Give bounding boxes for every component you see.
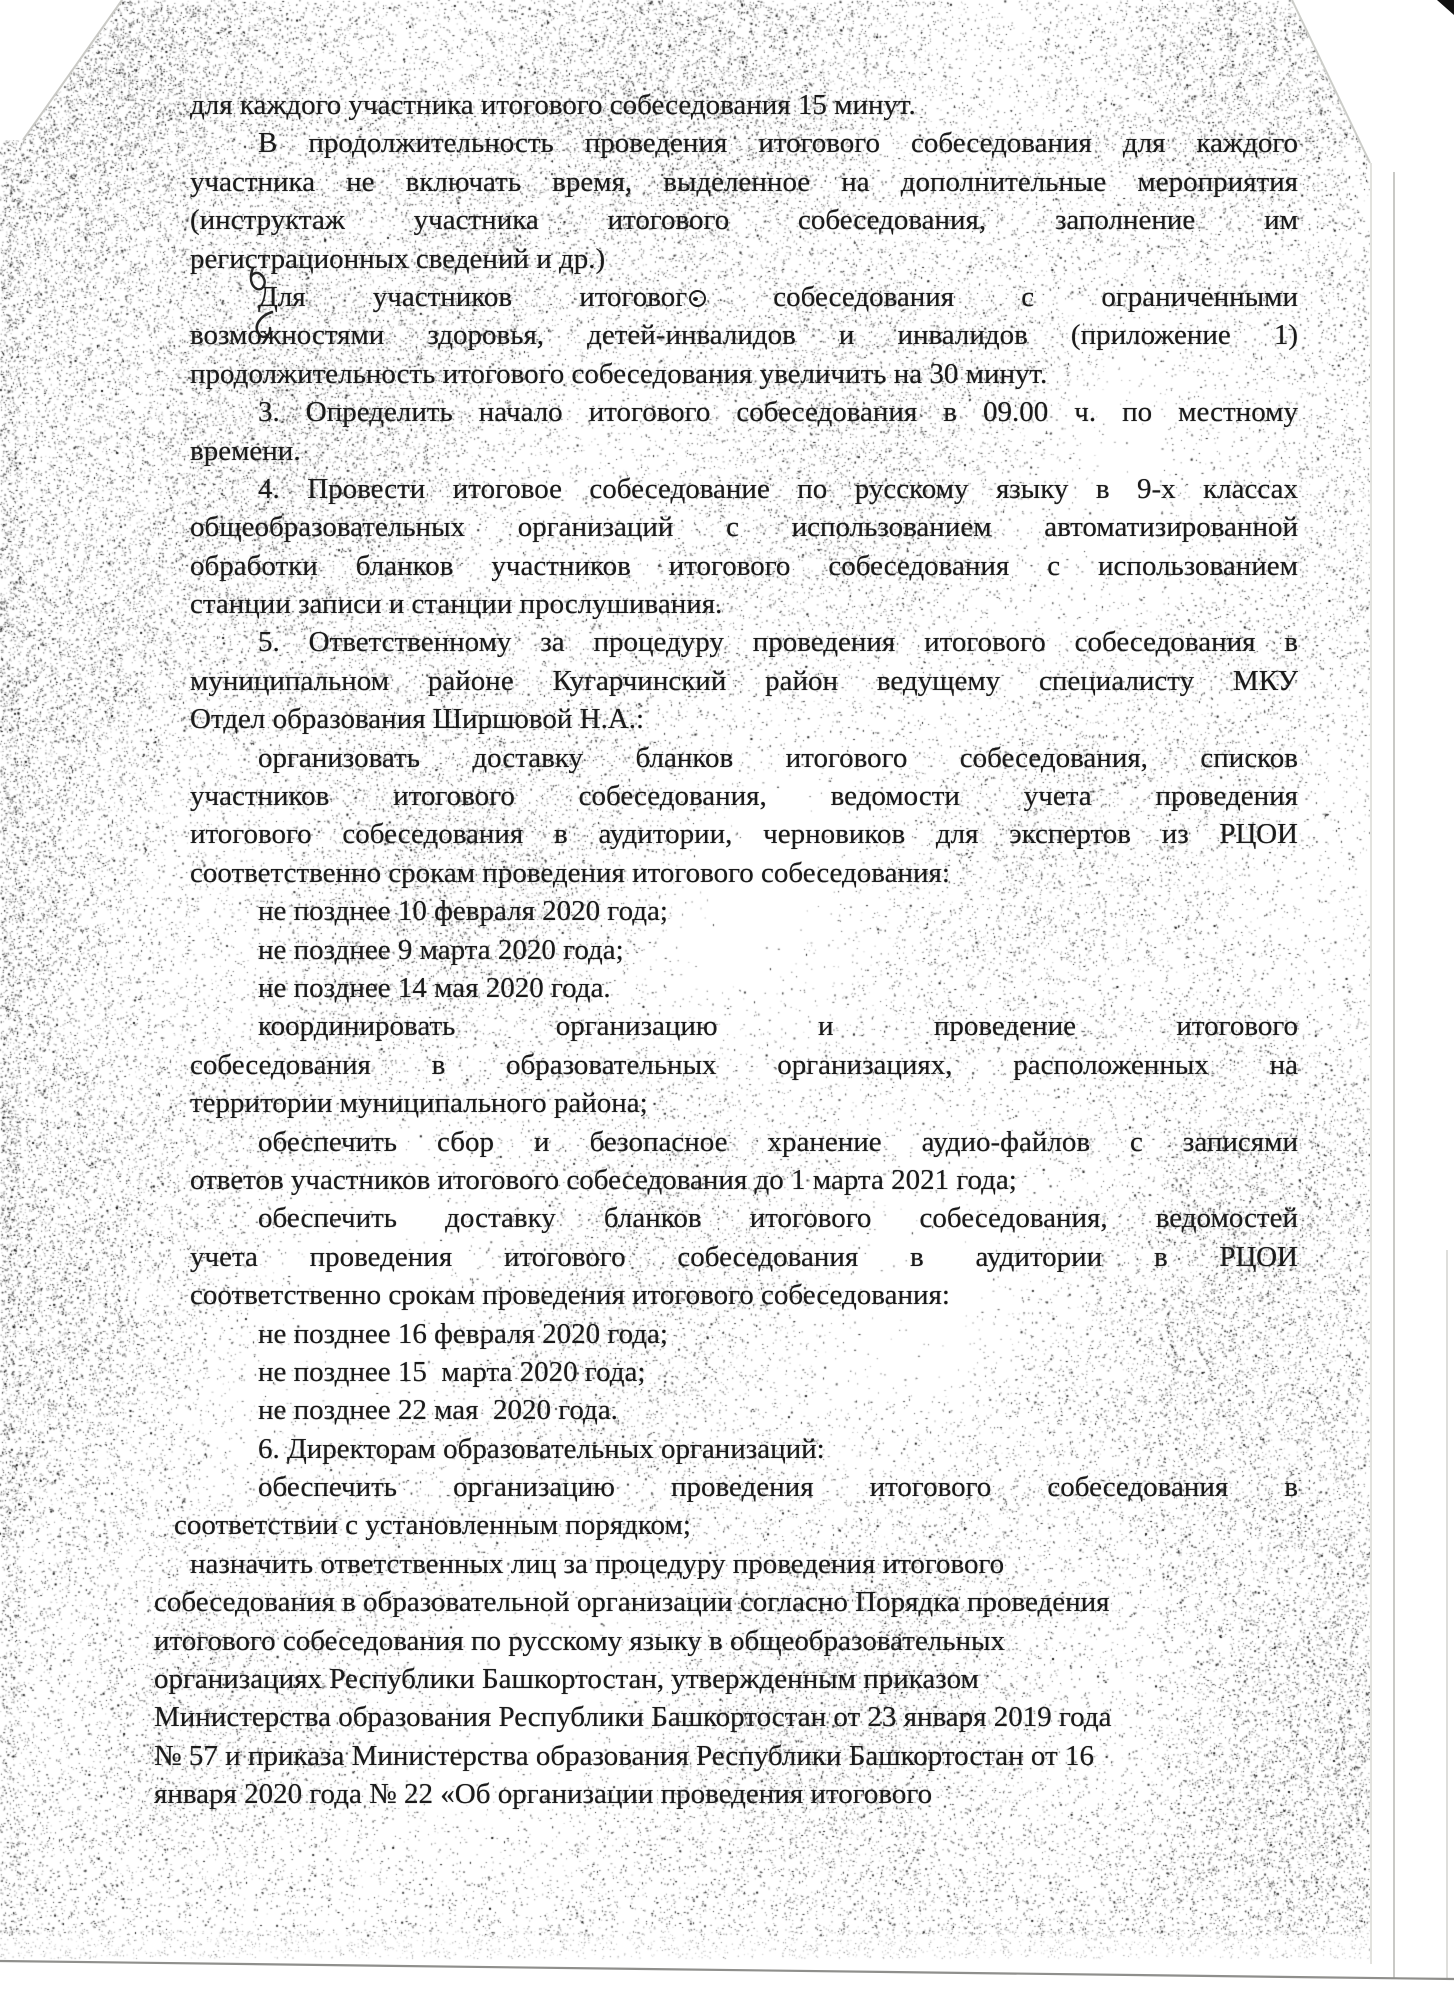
text-segment: Для участников итоговог (258, 280, 688, 313)
text-line: обеспечить сбор и безопасное хранение аудио-файлов с записями (258, 1125, 1298, 1158)
text-line: не позднее 10 февраля 2020 года; (258, 895, 668, 928)
text-line: общеобразовательных организаций с использованием автоматизированной (190, 511, 1298, 544)
text-line: собеседования в образовательной организации согласно Порядка проведения (154, 1586, 1110, 1619)
paragraph (190, 1123, 1298, 1200)
paragraph (190, 86, 1298, 124)
text-line: муниципальном районе Кугарчинский район ведущему специалисту МКУ (190, 664, 1298, 697)
paragraph (154, 1545, 1298, 1814)
text-line: координировать организацию и проведение итогового (258, 1010, 1298, 1043)
text-line: не позднее 16 февраля 2020 года; (258, 1317, 668, 1350)
text-line: не позднее 22 мая 2020 года. (258, 1394, 618, 1427)
paragraph (190, 470, 1298, 624)
text-line: соответственно срокам проведения итогового собеседования: (190, 1279, 950, 1312)
text-line: возможностями здоровья, детей-инвалидов и инвалидов (приложение 1) (190, 319, 1298, 352)
text-line: назначить ответственных лиц за процедуру проведения итогового (190, 1547, 1005, 1580)
text-line: учета проведения итогового собеседования в аудитории в РЦОИ (190, 1240, 1298, 1273)
paragraph (190, 1007, 1298, 1122)
text-line: регистрационных сведений и др.) (190, 242, 606, 275)
text-line: организациях Республики Башкортостан, утвержденным приказом (154, 1663, 979, 1696)
paragraph (190, 1430, 1298, 1468)
text-line: продолжительность итогового собеседования увеличить на 30 минут. (190, 357, 1048, 390)
off-page-bottom (0, 1962, 1454, 2000)
text-line: обеспечить доставку бланков итогового собеседования, ведомостей (258, 1202, 1298, 1235)
text-line: ответов участников итогового собеседования до 1 марта 2021 года; (190, 1163, 1017, 1196)
corner-cut-top-right (1292, 0, 1454, 2000)
text-line: итогового собеседования в аудитории, черновиков для экспертов из РЦОИ (190, 818, 1298, 851)
text-line: собеседования в образовательных организациях, расположенных на (190, 1048, 1298, 1081)
text-line: не позднее 9 марта 2020 года; (258, 933, 624, 966)
text-line: станции записи и станции прослушивания. (190, 588, 723, 621)
paragraph (190, 1199, 1298, 1429)
text-line: Отдел образования Ширшовой Н.А.: (190, 703, 645, 736)
text-segment: собеседования с ограниченными (773, 280, 1298, 313)
paragraph (190, 124, 1298, 278)
paragraph (174, 1468, 1298, 1545)
text-line: времени. (190, 434, 301, 467)
text-line: 6. Директорам образовательных организаций: (258, 1432, 825, 1465)
text-line: организовать доставку бланков итогового собеседования, списков (258, 741, 1298, 774)
text-line: Министерства образования Республики Башкортостан от 23 января 2019 года (154, 1701, 1112, 1734)
text-line: В продолжительность проведения итогового собеседования для каждого (258, 127, 1298, 160)
corner-cut-top-left (0, 0, 122, 140)
circle-stamp-artifact (689, 290, 706, 307)
text-line: соответственно срокам проведения итогового собеседования: (190, 856, 950, 889)
paragraph (190, 739, 1298, 1008)
text-line: участника не включать время, выделенное на дополнительные мероприятия (190, 165, 1298, 198)
text-line: обработки бланков участников итогового собеседования с использованием (190, 549, 1298, 582)
text-line: не позднее 14 мая 2020 года. (258, 971, 611, 1004)
text-line: соответствии с установленным порядком; (174, 1509, 691, 1542)
text-line: 5. Ответственному за процедуру проведения итогового собеседования в (258, 626, 1298, 659)
text-line: итогового собеседования по русскому языку в общеобразовательных (154, 1624, 1006, 1657)
paragraph (190, 393, 1298, 470)
text-block (154, 86, 1298, 1814)
text-line: № 57 и приказа Министерства образования Республики Башкортостан от 16 (154, 1739, 1094, 1772)
paragraph (190, 278, 1298, 393)
text-line: 3. Определить начало итогового собеседования в 09.00 ч. по местному (258, 396, 1298, 429)
text-line: территории муниципального района; (190, 1087, 648, 1120)
text-line: не позднее 15 марта 2020 года; (258, 1355, 646, 1388)
text-line: для каждого участника итогового собеседования 15 минут. (190, 89, 916, 121)
text-line: участников итогового собеседования, ведомости учета проведения (190, 780, 1298, 813)
text-line (190, 278, 1298, 316)
text-line: (инструктаж участника итогового собеседования, заполнение им (190, 204, 1298, 237)
text-line: обеспечить организацию проведения итогового собеседования в (258, 1471, 1298, 1504)
paragraph (190, 623, 1298, 738)
text-line: января 2020 года № 22 «Об организации проведения итогового (154, 1778, 933, 1811)
text-line: 4. Провести итоговое собеседование по русскому языку в 9-х классах (258, 472, 1298, 505)
